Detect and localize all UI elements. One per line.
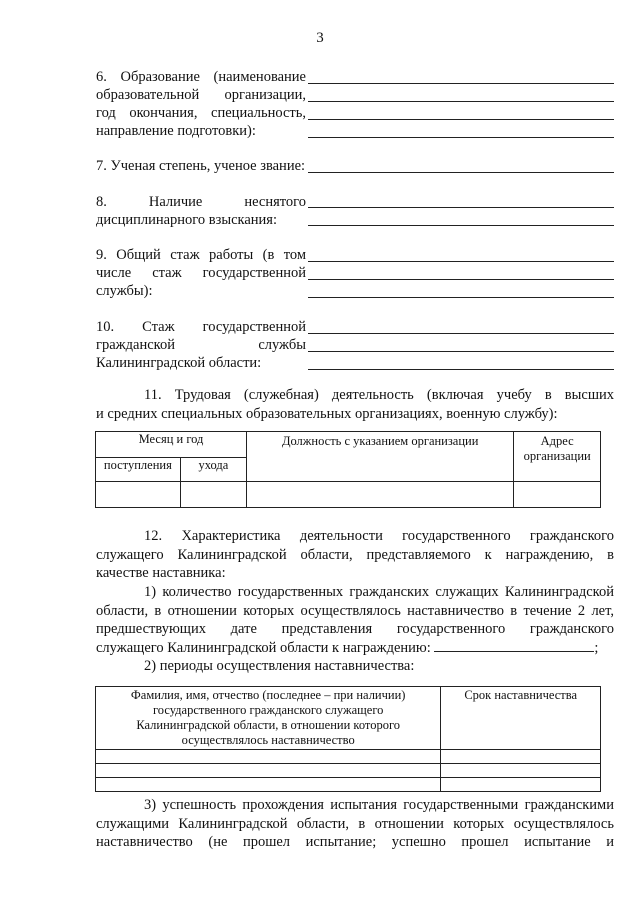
education-line-4[interactable]: [308, 137, 614, 138]
service-line-2[interactable]: [308, 351, 614, 352]
education-line-1[interactable]: [308, 83, 614, 84]
service-label: 10. Стаж государственной гражданской службы Калининградской области:: [96, 319, 306, 371]
penalty-label: 8. Наличие неснятого дисциплинарного взыскания:: [96, 194, 306, 228]
experience-line-1[interactable]: [308, 261, 614, 262]
degree-line[interactable]: [308, 172, 614, 173]
section-12-p2: 2) периоды осуществления наставничества:: [144, 658, 415, 674]
entry-cell[interactable]: [96, 482, 181, 508]
degree-label: 7. Ученая степень, ученое звание:: [96, 158, 306, 174]
month-year-header: Месяц и год: [96, 432, 247, 458]
leave-cell[interactable]: [180, 482, 246, 508]
mentee-name-header: Фамилия, имя, отчество (последнее – при наличии) государственного гражданского служащего Калининградской области, в отношении которого осуществлялось наставничество: [96, 687, 441, 750]
mentorship-term-header: Срок наставничества: [441, 687, 601, 750]
term-cell[interactable]: [441, 778, 601, 792]
experience-line-2[interactable]: [308, 279, 614, 280]
mentorship-table: [95, 686, 601, 792]
leave-header: ухода: [180, 458, 246, 482]
address-header: Адрес организации: [514, 432, 601, 482]
term-cell[interactable]: [441, 750, 601, 764]
penalty-line-2[interactable]: [308, 225, 614, 226]
position-header: Должность с указанием организации: [247, 432, 514, 482]
entry-header: поступления: [96, 458, 181, 482]
service-line-3[interactable]: [308, 369, 614, 370]
position-cell[interactable]: [247, 482, 514, 508]
address-cell[interactable]: [514, 482, 601, 508]
penalty-line-1[interactable]: [308, 207, 614, 208]
page-number: 3: [316, 30, 324, 46]
experience-line-3[interactable]: [308, 297, 614, 298]
mentees-count-field[interactable]: [434, 639, 594, 652]
mentee-cell[interactable]: [96, 750, 441, 764]
section-12-intro: 12. Характеристика деятельности государственного гражданского служащего Калининградской области, представляемого к награждению, в качестве наставника:: [96, 528, 614, 581]
table-row: [96, 778, 601, 792]
education-label: 6. Образование (наименование образовательной организации, год окончания, специальность, направление подготовки):: [96, 69, 306, 139]
service-line-1[interactable]: [308, 333, 614, 334]
section-12-p3: 3) успешность прохождения испытания государственными гражданскими служащими Калининградской области, в отношении которых осуществлялось наставничество (не прошел испытание; успешно прошел испытание и: [96, 797, 614, 850]
table-row: [96, 482, 601, 508]
experience-label: 9. Общий стаж работы (в том числе стаж государственной службы):: [96, 247, 306, 299]
education-line-3[interactable]: [308, 119, 614, 120]
mentee-cell[interactable]: [96, 778, 441, 792]
work-history-table: [95, 431, 601, 508]
table-row: [96, 764, 601, 778]
section-12-p1: 1) количество государственных гражданских служащих Калининградской области, в отношении которых осуществлялось наставничество в течение 2 лет, предшествующих дате представления государственного гражданского служащего Калининградской области к награждению: ;: [96, 584, 614, 656]
term-cell[interactable]: [441, 764, 601, 778]
table-row: [96, 750, 601, 764]
mentee-cell[interactable]: [96, 764, 441, 778]
section-11-text: 11. Трудовая (служебная) деятельность (включая учебу в высших и средних специальных образовательных организациях, военную службу):: [96, 387, 614, 422]
education-line-2[interactable]: [308, 101, 614, 102]
